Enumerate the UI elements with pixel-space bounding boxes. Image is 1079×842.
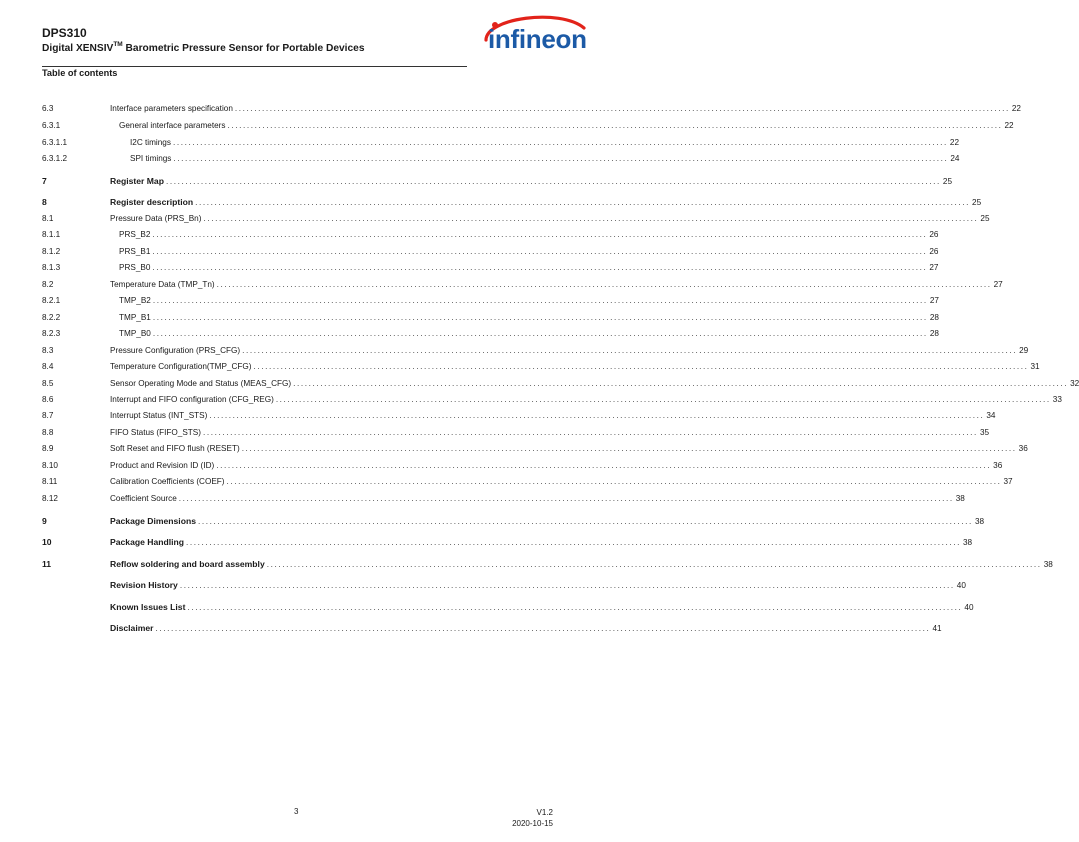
toc-entry-title[interactable]: SPI timings [130,154,172,163]
toc-entry-number: 6.3 [42,104,54,113]
toc-entry[interactable] [42,153,960,165]
toc-entry-title[interactable]: Temperature Configuration(TMP_CFG) [110,362,252,371]
toc-entry-line [110,536,973,549]
toc-dot-leader: ........................................................................................................................................................................................................ [203,214,979,223]
toc-entry-line [130,137,960,149]
toc-entry-number: 6.3.1.1 [42,138,68,147]
toc-entry-number: 11 [42,559,52,569]
toc-entry-page[interactable]: 38 [974,517,985,526]
toc-entry[interactable] [42,120,1014,132]
toc-dot-leader: ........................................................................................................................................................................................................ [152,329,928,338]
toc-entry-page[interactable]: 38 [962,538,973,547]
toc-dot-leader: ........................................................................................................................................................................................................ [165,177,941,186]
toc-entry[interactable] [42,196,982,208]
toc-dot-leader: ........................................................................................................................................................................................................ [227,121,1003,130]
toc-dot-leader: ........................................................................................................................................................................................................ [152,263,928,272]
toc-entry-line [110,515,985,528]
toc-entry-page[interactable]: 33 [1052,395,1062,404]
toc-dot-leader: ........................................................................................................................................................................................................ [216,280,992,289]
toc-dot-leader: ........................................................................................................................................................................................................ [242,346,1018,355]
toc-entry-number: 8.2.1 [42,296,61,305]
toc-entry-title[interactable]: Product and Revision ID (ID) [110,461,215,470]
toc-entry[interactable] [42,394,1062,406]
subtitle-text-rest: Barometric Pressure Sensor for Portable Devices [122,43,365,54]
toc-dot-leader: ........................................................................................................................................................................................................ [293,379,1069,388]
toc-entry-number: 8.10 [42,461,58,470]
toc-entry-number: 8 [42,197,47,207]
toc-entry-number: 8.2.3 [42,329,61,338]
toc-entry-number: 6.3.1.2 [42,154,68,163]
toc-entry-page[interactable]: 26 [929,230,939,239]
toc-entry[interactable] [42,427,990,439]
toc-entry-title[interactable]: I2C timings [130,138,171,147]
toc-entry-line [119,262,939,274]
toc-entry-number: 8.1 [42,214,54,223]
toc-entry-line [110,493,965,505]
toc-entry-title[interactable]: TMP_B0 [119,329,151,338]
toc-entry-page[interactable]: 40 [956,581,966,590]
toc-entry-title[interactable]: Register description [110,197,194,207]
document-date: 2020-10-15 [512,819,553,828]
toc-dot-leader: ........................................................................................................................................................................................................ [202,428,978,437]
toc-entry-page[interactable]: 27 [993,280,1003,289]
toc-entry-number: 8.4 [42,362,54,371]
toc-entry-number: 8.9 [42,444,54,453]
toc-entry-page[interactable]: 22 [1011,104,1021,113]
toc-entry-page[interactable]: 26 [929,247,939,256]
toc-dot-leader: ........................................................................................................................................................................................................ [187,603,963,612]
subtitle-text: Digital XENSIV [42,43,114,54]
toc-entry-line [119,312,939,324]
toc-dot-leader: ........................................................................................................................................................................................................ [152,313,928,322]
toc-entry[interactable] [42,175,953,187]
toc-entry[interactable] [42,279,1003,291]
toc-entry-number: 8.11 [42,477,58,486]
toc-entry-number: 8.1.3 [42,263,61,272]
toc-entry-number: 8.1.2 [42,247,61,256]
logo-text: infineon [488,24,587,54]
toc-entry[interactable] [42,213,990,225]
toc-entry-title[interactable]: Coefficient Source [110,494,177,503]
toc-dot-leader: ........................................................................................................................................................................................................ [234,104,1010,113]
toc-dot-leader: ........................................................................................................................................................................................................ [152,230,928,239]
toc-entry-title[interactable]: Interrupt Status (INT_STS) [110,411,208,420]
toc-entry-number: 8.2.2 [42,313,61,322]
toc-entry-number: 8.5 [42,379,54,388]
toc-entry[interactable] [42,579,966,591]
toc-entry-title[interactable]: Register Map [110,176,164,186]
toc-entry-page[interactable]: 32 [1070,379,1079,388]
toc-entry-title[interactable]: PRS_B0 [119,263,151,272]
toc-entry-line [110,213,990,225]
toc-entry[interactable] [42,328,939,340]
toc-entry[interactable] [42,137,960,149]
toc-entry-line [110,378,1079,390]
toc-entry-number: 8.6 [42,395,54,404]
toc-entry-line [110,443,1028,455]
toc-dot-leader: ........................................................................................................................................................................................................ [226,477,1002,486]
toc-entry-number: 8.1.1 [42,230,61,239]
toc-entry-line [110,410,996,422]
toc-entry[interactable] [42,246,939,258]
toc-entry-number: 8.2 [42,280,54,289]
toc-entry-page[interactable]: 28 [929,329,939,338]
toc-entry-line [110,361,1040,373]
section-heading: Table of contents [42,68,118,78]
toc-entry-line [110,279,1003,291]
toc-entry-page[interactable]: 38 [955,494,965,503]
toc-entry[interactable] [42,345,1029,357]
toc-entry-number: 8.7 [42,411,54,420]
toc-entry[interactable] [42,536,973,548]
toc-entry-line [119,120,1014,132]
toc-entry-line [110,476,1013,488]
toc-entry-number: 9 [42,516,47,526]
toc-entry-page[interactable]: 38 [1043,560,1053,569]
toc-entry-page[interactable]: 34 [986,411,996,420]
toc-entry[interactable] [42,515,985,527]
toc-entry-title[interactable]: Pressure Configuration (PRS_CFG) [110,346,241,355]
toc-entry-title[interactable]: PRS_B1 [119,247,151,256]
toc-entry-title[interactable]: Disclaimer [110,623,154,633]
toc-entry-title[interactable]: Revision History [110,580,178,590]
toc-dot-leader: ........................................................................................................................................................................................................ [209,411,985,420]
toc-entry[interactable] [42,410,996,422]
toc-entry-title[interactable]: Soft Reset and FIFO flush (RESET) [110,444,240,453]
toc-entry[interactable] [42,460,1003,472]
toc-entry-page[interactable]: 37 [1003,477,1013,486]
toc-entry-line [110,345,1029,357]
toc-entry[interactable] [42,312,939,324]
toc-entry-number: 8.8 [42,428,54,437]
toc-entry[interactable] [42,476,1013,488]
toc-entry-page[interactable]: 27 [929,296,939,305]
toc-dot-leader: ........................................................................................................................................................................................................ [152,296,928,305]
toc-dot-leader: ........................................................................................................................................................................................................ [216,461,992,470]
toc-entry-title[interactable]: Sensor Operating Mode and Status (MEAS_CFG) [110,379,292,388]
toc-entry-line [119,229,939,241]
toc-entry-title[interactable]: PRS_B2 [119,230,151,239]
toc-entry[interactable] [42,443,1028,455]
toc-entry-title[interactable]: Reflow soldering and board assembly [110,559,265,569]
toc-entry[interactable] [42,558,1053,570]
toc-entry-number: 8.3 [42,346,54,355]
document-title: DPS310 [42,26,87,40]
toc-entry-page[interactable]: 27 [929,263,939,272]
toc-entry-page[interactable]: 25 [972,198,982,207]
toc-entry-page[interactable]: 25 [980,214,990,223]
toc-dot-leader: ........................................................................................................................................................................................................ [195,198,971,207]
toc-dot-leader: ........................................................................................................................................................................................................ [241,444,1017,453]
toc-entry[interactable] [42,601,974,613]
toc-entry-number: 10 [42,537,52,547]
toc-entry-page[interactable]: 40 [964,603,974,612]
toc-entry-title[interactable]: Pressure Data (PRS_Bn) [110,214,202,223]
toc-entry[interactable] [42,361,1040,373]
toc-entry-page[interactable]: 22 [949,138,960,147]
toc-entry-line [110,460,1003,472]
toc-entry-line [110,175,953,188]
document-subtitle [42,41,365,54]
toc-entry-line [110,579,966,592]
toc-entry-page[interactable]: 22 [1004,121,1014,130]
toc-entry-page[interactable]: 35 [979,428,990,437]
toc-entry-title[interactable]: TMP_B2 [119,296,151,305]
header-divider [42,66,467,67]
toc-dot-leader: ........................................................................................................................................................................................................ [179,581,955,590]
toc-entry-line [130,153,960,165]
toc-dot-leader: ........................................................................................................................................................................................................ [266,560,1042,569]
toc-entry-page[interactable]: 31 [1030,362,1040,371]
toc-entry-page[interactable]: 24 [950,154,960,163]
toc-dot-leader: ........................................................................................................................................................................................................ [155,624,931,633]
toc-entry-page[interactable]: 29 [1019,346,1029,355]
toc-dot-leader: ........................................................................................................................................................................................................ [186,538,961,547]
toc-entry-number: 7 [42,176,47,186]
toc-entry[interactable] [42,262,939,274]
toc-entry-page[interactable]: 41 [932,624,942,633]
toc-dot-leader: ........................................................................................................................................................................................................ [178,494,954,503]
toc-entry-page[interactable]: 36 [993,461,1003,470]
toc-entry-line [110,103,1021,115]
toc-entry-line [119,328,939,340]
toc-entry-title[interactable]: Interface parameters specification [110,104,233,113]
toc-entry-page[interactable]: 36 [1018,444,1028,453]
toc-entry-title[interactable]: Known Issues List [110,602,186,612]
toc-entry[interactable] [42,622,942,634]
toc-entry-number: 8.12 [42,494,58,503]
toc-entry-line [110,394,1062,406]
toc-dot-leader: ........................................................................................................................................................................................................ [275,395,1051,404]
toc-entry[interactable] [42,378,1079,390]
toc-entry-line [119,246,939,258]
toc-entry[interactable] [42,229,939,241]
toc-dot-leader: ........................................................................................................................................................................................................ [172,138,948,147]
toc-entry-title[interactable]: FIFO Status (FIFO_STS) [110,428,201,437]
toc-entry-title[interactable]: TMP_B1 [119,313,151,322]
toc-entry-line [110,196,982,209]
toc-entry-line [110,622,942,635]
document-version: V1.2 [536,808,553,817]
toc-entry-line [119,295,939,307]
toc-entry-page[interactable]: 28 [929,313,939,322]
toc-entry-line [110,427,990,439]
toc-entry-title[interactable]: Temperature Data (TMP_Tn) [110,280,215,289]
toc-dot-leader: ........................................................................................................................................................................................................ [197,517,973,526]
toc-entry-title[interactable]: Interrupt and FIFO configuration (CFG_REG) [110,395,274,404]
toc-dot-leader: ........................................................................................................................................................................................................ [253,362,1029,371]
toc-entry[interactable] [42,103,1021,115]
toc-dot-leader: ........................................................................................................................................................................................................ [152,247,928,256]
toc-entry-number: 6.3.1 [42,121,61,130]
toc-entry-title[interactable]: General interface parameters [119,121,226,130]
toc-entry-line [110,558,1053,571]
trademark-superscript: TM [113,41,123,48]
infineon-logo [480,10,590,60]
toc-entry-title[interactable]: Package Dimensions [110,516,196,526]
toc-dot-leader: ........................................................................................................................................................................................................ [173,154,949,163]
toc-entry[interactable] [42,295,939,307]
page-number: 3 [294,807,299,816]
toc-entry-title[interactable]: Calibration Coefficients (COEF) [110,477,225,486]
toc-entry-title[interactable]: Package Handling [110,537,185,547]
toc-entry-line [110,601,974,614]
toc-entry-page[interactable]: 25 [942,177,953,186]
toc-entry[interactable] [42,493,965,505]
